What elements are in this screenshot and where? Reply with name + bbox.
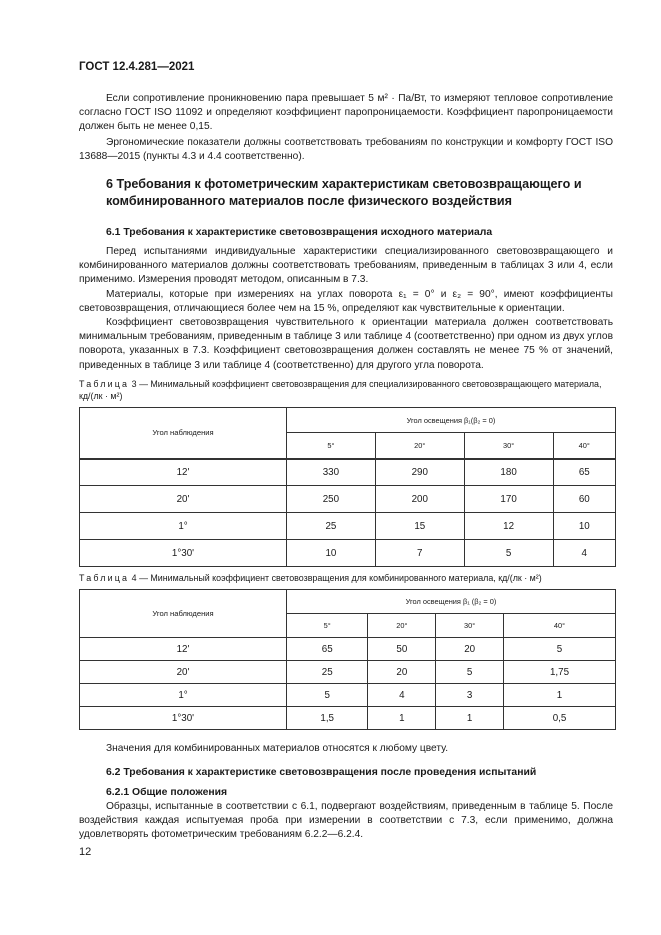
table-3-angle: 20': [80, 486, 287, 513]
table-4-cell: 5: [287, 684, 368, 707]
table-3-cell: 7: [375, 540, 464, 567]
table-3-cell: 60: [553, 486, 615, 513]
table-3-row: [80, 459, 616, 486]
table-3-row: [80, 486, 616, 513]
intro-block: [79, 92, 613, 164]
table-4-angle: 20': [80, 661, 287, 684]
table-4-cell: 5: [504, 638, 616, 661]
table-4-row: [80, 684, 616, 707]
section-6-2-1-paragraph-1: Образцы, испытанные в соответствии с 6.1, подвергают воздействиям, приведенным в таблице 5. После воздействия каждая испытуемая проба при измерении в соответствии с 7.3, если применимо, должна удовлетворять фотометрическим требованиям 6.2.2—6.2.4.: [79, 801, 613, 841]
table-3-cell: 10: [287, 540, 376, 567]
table-3: [79, 407, 616, 567]
table-4-cell: 1: [504, 684, 616, 707]
table-3-cell: 15: [375, 513, 464, 540]
table-4-caption: [79, 572, 619, 584]
page-number: 12: [79, 846, 92, 858]
table-3-column-group: Угол освещения β₁(β₂ = 0): [287, 408, 616, 433]
table-3-row-header: Угол наблюдения: [80, 408, 287, 459]
table-3-row: [80, 513, 616, 540]
table-3-cell: 25: [287, 513, 376, 540]
table-3-angle: 12': [80, 459, 287, 486]
section-6-2-1-body: [79, 800, 613, 843]
table-4-col-3: 40°: [504, 614, 616, 638]
table-4-cell: 50: [368, 638, 436, 661]
table-3-cell: 4: [553, 540, 615, 567]
running-header: ГОСТ 12.4.281—2021: [79, 61, 195, 73]
table-4-row: [80, 661, 616, 684]
section-6-heading: 6 Требования к фотометрическим характеристикам световозвращающего и комбинированного материалов после физического воздействия: [106, 177, 582, 208]
table-3-col-3: 40°: [553, 433, 615, 459]
table-3-col-0: 5°: [287, 433, 376, 459]
table-3-caption-label: Таблица: [79, 379, 130, 389]
table-4-caption-label: Таблица: [79, 573, 130, 583]
table-3-caption-number: 3: [131, 379, 137, 389]
table-4-row: [80, 638, 616, 661]
table-3-caption-text: — Минимальный коэффициент световозвращения для специализированного световозвращающего материала, кд/(лк · м²): [79, 379, 602, 401]
table-3-cell: 330: [287, 459, 376, 486]
table-3-caption: [79, 378, 619, 402]
table-4-angle: 1°: [80, 684, 287, 707]
section-6-2-1-heading: 6.2.1 Общие положения: [106, 787, 228, 798]
table-3-col-1: 20°: [375, 433, 464, 459]
table-4-cell: 1: [436, 707, 504, 730]
table-3-cell: 12: [464, 513, 553, 540]
table-3-cell: 170: [464, 486, 553, 513]
table-3-cell: 65: [553, 459, 615, 486]
section-6-1-paragraph-2: Материалы, которые при измерениях на углах поворота ε₁ = 0° и ε₂ = 90°, имеют коэффициенты световозвращения, отличающиеся более чем на 15 %, определяют как чувствительные к ориентации.: [79, 288, 613, 314]
section-6-1-heading: 6.1 Требования к характеристике световозвращения исходного материала: [106, 227, 493, 238]
table-4-cell: 20: [436, 638, 504, 661]
table-3-cell: 290: [375, 459, 464, 486]
table-4-col-0: 5°: [287, 614, 368, 638]
table-4-cell: 0,5: [504, 707, 616, 730]
table-3-cell: 5: [464, 540, 553, 567]
table-4-column-group: Угол освещения β₁ (β₂ = 0): [287, 590, 616, 614]
table-4-caption-number: 4: [131, 573, 137, 583]
table-4-angle: 1°30': [80, 707, 287, 730]
section-6-1-body: [79, 245, 613, 373]
table-4-cell: 3: [436, 684, 504, 707]
table-3-col-2: 30°: [464, 433, 553, 459]
table-4: [79, 589, 616, 730]
table-3-cell: 200: [375, 486, 464, 513]
table-3-angle: 1°30': [80, 540, 287, 567]
table-3-cell: 180: [464, 459, 553, 486]
table-3-cell: 10: [553, 513, 615, 540]
section-6-1-paragraph-3: Коэффициент световозвращения чувствительного к ориентации материала должен соответствовать минимальным требованиям, приведенным в таблице 3 или таблице 4 (соответственно) при одном из двух углов поворота, указанных в 7.3. Коэффициент световозвращения должен составлять не менее 75 % от значений, приведенных в таблице 3 или таблице 4 (соответственно) для другого угла поворота.: [79, 317, 613, 371]
table-4-cell: 1: [368, 707, 436, 730]
table-3-angle: 1°: [80, 513, 287, 540]
table-4-row-header: Угол наблюдения: [80, 590, 287, 638]
table-3-row: [80, 540, 616, 567]
table-4-col-2: 30°: [436, 614, 504, 638]
table-4-cell: 20: [368, 661, 436, 684]
intro-paragraph-1: Если сопротивление проникновению пара превышает 5 м² · Па/Вт, то измеряют тепловое сопротивление согласно ГОСТ ISO 11092 и определяют коэффициент паропроницаемости. Коэффициент паропроницаемости должен быть не менее 0,15.: [79, 93, 613, 133]
table-4-cell: 1,5: [287, 707, 368, 730]
table-4-row: [80, 707, 616, 730]
table-note: Значения для комбинированных материалов относятся к любому цвету.: [106, 743, 449, 754]
table-4-angle: 12': [80, 638, 287, 661]
intro-paragraph-2: Эргономические показатели должны соответствовать требованиям по конструкции и комфорту ГОСТ ISO 13688—2015 (пункты 4.3 и 4.4 соответственно).: [79, 136, 613, 162]
table-4-cell: 4: [368, 684, 436, 707]
table-4-cell: 25: [287, 661, 368, 684]
table-4-caption-text: — Минимальный коэффициент световозвращения для комбинированного материала, кд/(лк · м²): [139, 573, 542, 583]
table-4-col-1: 20°: [368, 614, 436, 638]
table-4-cell: 1,75: [504, 661, 616, 684]
table-3-cell: 250: [287, 486, 376, 513]
section-6-1-paragraph-1: Перед испытаниями индивидуальные характеристики специализированного световозвращающего и комбинированного материалов должны соответствовать требованиям, приведенным в таблицах 3 или 4, если применимо. Измерения проводят методом, описанным в 7.3.: [79, 246, 613, 286]
section-6-2-heading: 6.2 Требования к характеристике световозвращения после проведения испытаний: [106, 767, 537, 778]
table-4-cell: 5: [436, 661, 504, 684]
table-4-cell: 65: [287, 638, 368, 661]
